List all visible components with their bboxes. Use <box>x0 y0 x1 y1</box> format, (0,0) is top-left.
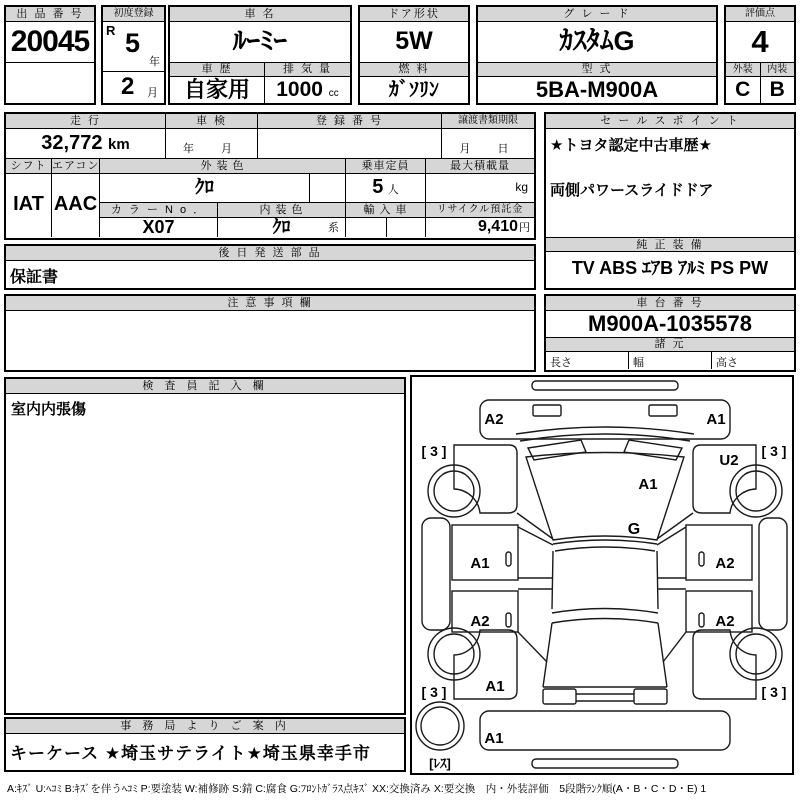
inspector-notes-label: 検 査 員 記 入 欄 <box>6 379 404 394</box>
aircon-label: エアコン <box>52 160 100 172</box>
color-no-label: カ ラ ー N o ． <box>100 203 218 218</box>
first-reg-month: 2 <box>121 73 135 100</box>
inspection-value: 年 月 <box>183 143 240 155</box>
car-diagram-svg <box>412 377 792 773</box>
inspector-notes-value: 室内内張傷 <box>11 401 87 418</box>
office-notice-label: 事 務 局 よ り ご 案 内 <box>6 719 404 734</box>
marker-front-left-wheel: [ 3 ] <box>421 443 447 459</box>
mileage-label: 走 行 <box>6 114 165 129</box>
max-load-unit: kg <box>515 180 528 194</box>
history-label: 車 歴 <box>170 63 265 77</box>
recycle-deposit-unit: 円 <box>519 222 530 234</box>
first-reg-year: 5 <box>125 28 141 58</box>
recycle-deposit-label: リサイクル預託金 <box>426 203 534 218</box>
history-value: 自家用 <box>170 77 265 104</box>
marker-right-front-fender: U2 <box>719 452 739 469</box>
specs-height-label: 高さ <box>716 357 738 369</box>
exterior-color-label: 外 装 色 <box>100 159 346 174</box>
interior-color-value: ｸﾛ <box>272 218 291 237</box>
displacement-value: 1000 <box>276 78 323 101</box>
later-shipping-value: 保証書 <box>10 269 59 286</box>
oem-equipment-value: TV ABS ｴｱB ｱﾙﾐ PS PW <box>571 258 769 278</box>
notes-block <box>4 294 536 372</box>
transfer-deadline-value: 月 日 <box>459 143 517 155</box>
sales-point-block <box>544 112 796 290</box>
marker-rear-bumper: A1 <box>484 730 504 747</box>
car-name-block <box>168 5 352 105</box>
capacity-unit: 人 <box>387 184 399 196</box>
model-code-label: 型 式 <box>478 63 716 77</box>
first-reg-label: 初度登録 <box>103 7 164 22</box>
fuel-value: ｶﾞｿﾘﾝ <box>389 79 439 101</box>
reg-no-label: 登 録 番 号 <box>258 114 441 129</box>
oem-equipment-label: 純 正 装 備 <box>546 237 794 252</box>
displacement-label: 排 気 量 <box>265 63 350 77</box>
first-reg-era: R <box>106 23 116 38</box>
interior-grade-label: 内装 <box>761 63 795 77</box>
mileage-unit: km <box>108 136 130 153</box>
interior-grade-value: B <box>769 78 785 101</box>
sales-point-line1: ★トヨタ認定中古車歴★ <box>550 137 712 154</box>
marker-front-bumper-right: A1 <box>706 411 726 428</box>
max-load-cell <box>426 174 534 203</box>
damage-code-legend: A:ｷｽﾞ U:ﾍｺﾐ B:ｷｽﾞを伴うﾍｺﾐ P:要塗装 W:補修跡 S:錆 C:腐食 G:ﾌﾛﾝﾄｶﾞﾗｽ点ｷｽﾞ XX:交換済み X:要交換 内・外装評価 5段階ﾗﾝｸ順(A・B・C・D・E) 1 <box>7 783 707 795</box>
capacity-cell <box>346 174 426 203</box>
score-label: 評価点 <box>726 7 794 22</box>
imported-label: 輸 入 車 <box>346 203 426 218</box>
marker-right-front-door: A2 <box>715 555 735 572</box>
interior-color-label: 内 装 色 <box>218 203 346 218</box>
model-code-value: 5BA-M900A <box>535 77 659 102</box>
door-shape-value: 5W <box>360 22 468 63</box>
imported-cell <box>346 218 426 237</box>
chassis-block <box>544 294 796 372</box>
specs-label: 諸 元 <box>546 338 794 352</box>
exterior-grade-label: 外装 <box>726 63 761 77</box>
specs-length-label: 長さ <box>546 352 629 369</box>
imported-cell-divider <box>386 218 387 237</box>
marker-rear-left-wheel: [ 3 ] <box>421 684 447 700</box>
marker-right-rear-door: A2 <box>715 613 735 630</box>
notes-value <box>6 311 534 317</box>
score-block <box>724 5 796 105</box>
door-shape-label: ドア形状 <box>360 7 468 22</box>
car-name-label: 車 名 <box>170 7 350 22</box>
recycle-deposit-cell <box>426 218 534 237</box>
marker-windshield: A1 <box>638 476 658 493</box>
auction-no-label: 出 品 番 号 <box>6 7 94 22</box>
capacity-label: 乗車定員 <box>346 159 426 174</box>
office-notice-value: キーケース ★埼玉サテライト★埼玉県幸手市 <box>10 744 371 763</box>
inspection-label: 車 検 <box>166 114 257 129</box>
car-outline <box>416 381 787 768</box>
car-damage-diagram <box>410 375 794 775</box>
first-registration-block <box>101 5 166 105</box>
notes-label: 注 意 事 項 欄 <box>6 296 534 311</box>
auction-no-value: 20045 <box>6 22 94 63</box>
grade-block <box>476 5 718 105</box>
chassis-label: 車 台 番 号 <box>546 296 794 311</box>
chassis-value: M900A-1035578 <box>546 311 794 338</box>
recycle-deposit-value: 9,410 <box>477 218 518 235</box>
exterior-grade-value: C <box>726 77 761 104</box>
color-shift-grid <box>6 159 534 237</box>
marker-front-bumper-left: A2 <box>484 411 504 428</box>
mileage-value: 32,772 <box>41 132 103 154</box>
first-reg-month-unit: 月 <box>147 87 158 99</box>
door-fuel-block <box>358 5 470 105</box>
aircon-value: AAC <box>52 174 100 237</box>
shift-value: IAT <box>6 174 52 237</box>
sales-point-line2: 両側パワースライドドア <box>550 182 714 199</box>
marker-rear-right-wheel: [ 3 ] <box>761 684 787 700</box>
marker-left-rear-door: A2 <box>470 613 490 630</box>
score-value: 4 <box>726 22 794 63</box>
grade-label: グ レ ー ド <box>478 7 716 22</box>
grade-value: ｶｽﾀﾑG <box>478 22 716 63</box>
specs-width-label: 幅 <box>629 352 712 369</box>
later-shipping-block <box>4 244 536 290</box>
transfer-deadline-label: 譲渡書類期限 <box>442 114 534 129</box>
later-shipping-label: 後 日 発 送 部 品 <box>6 246 534 261</box>
first-reg-year-unit: 年 <box>149 56 160 68</box>
color-no-value: X07 <box>100 218 218 237</box>
marker-left-front-door: A1 <box>470 555 490 572</box>
max-load-label: 最大積載量 <box>426 159 534 174</box>
auction-no-block <box>4 5 96 105</box>
inspector-notes-block <box>4 377 406 715</box>
marker-front-glass: G <box>627 521 641 538</box>
fuel-label: 燃 料 <box>360 63 468 77</box>
shift-label: シフト <box>6 159 52 174</box>
interior-color-cell <box>218 218 346 237</box>
car-name-value: ﾙｰﾐｰ <box>170 22 350 63</box>
interior-color-suffix: 系 <box>328 222 339 234</box>
exterior-color-extra-cell <box>310 174 346 203</box>
displacement-unit: cc <box>328 88 339 99</box>
sales-point-label: セ ー ル ス ポ イ ン ト <box>546 114 794 129</box>
marker-spare-tire: [ﾚｽ] <box>429 756 451 771</box>
details-block <box>4 112 536 240</box>
exterior-color-value: ｸﾛ <box>100 174 310 203</box>
marker-left-rear-fender: A1 <box>485 678 505 695</box>
office-notice-block <box>4 717 406 772</box>
capacity-value: 5 <box>372 176 384 198</box>
marker-front-right-wheel: [ 3 ] <box>761 443 787 459</box>
